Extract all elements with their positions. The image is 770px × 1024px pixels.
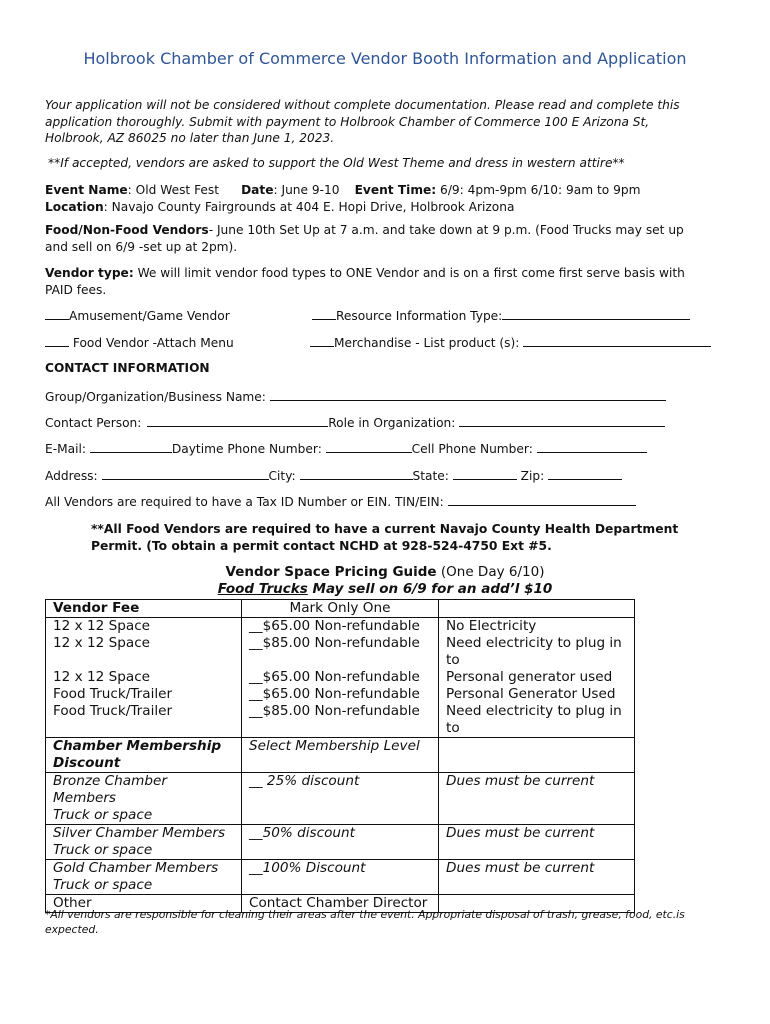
membership-header-row: Chamber Membership Discount Select Membership Level [46, 738, 635, 773]
table-cell: Vendor Fee [46, 600, 242, 618]
option-resource[interactable]: Resource Information Type: [312, 308, 690, 323]
intro-line: Holbrook, AZ 86025 no later than June 1, 2023. [45, 131, 335, 145]
table-row: Gold Chamber Members Truck or space __100% Discount Dues must be current [46, 860, 635, 895]
tin-input[interactable] [448, 494, 636, 506]
pricing-subtitle: Food Trucks May sell on 6/9 for an add’l $10 [217, 581, 553, 597]
vendor-type-label: Vendor type: [45, 266, 134, 280]
group-row: Group/Organization/Business Name: [45, 389, 666, 404]
intro-line: application thoroughly. Submit with payment to Holbrook Chamber of Commerce 100 E Arizona St, [45, 114, 650, 129]
table-row: Food Truck/Trailer __$85.00 Non-refundable Need electricity to plug in to [46, 703, 635, 738]
email-input[interactable] [90, 441, 172, 453]
table-row: 12 x 12 Space __$85.00 Non-refundable Need electricity to plug in to [46, 635, 635, 669]
state-input[interactable] [453, 468, 517, 480]
theme-note: **If accepted, vendors are asked to support the Old West Theme and dress in western attire** [48, 156, 625, 170]
intro-paragraph [45, 97, 680, 147]
table-row: 12 x 12 Space __$65.00 Non-refundable No Electricity [46, 618, 635, 636]
event-time-label: Event Time: [354, 183, 437, 197]
checkbox-blank[interactable] [312, 308, 336, 320]
table-row: 12 x 12 Space __$65.00 Non-refundable Personal generator used [46, 669, 635, 686]
table-row: Silver Chamber Members Truck or space __50% discount Dues must be current [46, 825, 635, 860]
food-vendors-info [45, 222, 684, 255]
contact-person-input[interactable] [147, 415, 328, 427]
contact-person-row: Contact Person: Role in Organization: [45, 415, 665, 430]
contact-heading: CONTACT INFORMATION [45, 361, 210, 375]
fee-option[interactable]: __$85.00 Non-refundable [242, 635, 439, 669]
role-input[interactable] [459, 415, 665, 427]
tax-row: All Vendors are required to have a Tax ID Number or EIN. TIN/EIN: [45, 494, 636, 509]
city-input[interactable] [300, 468, 413, 480]
address-row: Address: City: State: Zip: [45, 468, 622, 483]
option-merchandise[interactable]: Merchandise - List product (s): [310, 335, 711, 350]
discount-option[interactable]: __50% discount [242, 825, 439, 860]
event-name-label: Event Name [45, 183, 128, 197]
vendor-type-text: PAID fees. [45, 282, 107, 297]
event-date-label: Date [241, 183, 274, 197]
discount-option[interactable]: __100% Discount [242, 860, 439, 895]
event-date-value: : June 9-10 [273, 183, 340, 197]
zip-input[interactable] [548, 468, 622, 480]
fee-option[interactable]: __$65.00 Non-refundable [242, 669, 439, 686]
food-vendors-text: - June 10th Set Up at 7 a.m. and take down at 9 p.m. (Food Trucks may set up [208, 223, 684, 237]
table-header-row [46, 600, 635, 618]
page-title: Holbrook Chamber of Commerce Vendor Booth Information and Application [83, 49, 687, 68]
option-amusement[interactable]: Amusement/Game Vendor [45, 308, 230, 323]
table-cell: Mark Only One [242, 600, 439, 618]
event-line [45, 182, 640, 199]
merchandise-input[interactable] [523, 335, 711, 347]
checkbox-blank[interactable] [45, 335, 69, 347]
location-label: Location [45, 199, 104, 214]
cell-phone-input[interactable] [537, 441, 647, 453]
discount-option[interactable]: __ 25% discount [242, 773, 439, 825]
pricing-title: Vendor Space Pricing Guide (One Day 6/10) [225, 564, 545, 580]
footnote: *All vendors are responsible for cleaning their areas after the event. Appropriate disposal of trash, grease, food, etc.is expected. [45, 908, 685, 936]
option-food[interactable]: Food Vendor -Attach Menu [45, 335, 234, 350]
group-name-input[interactable] [270, 389, 666, 401]
table-row: Other Contact Chamber Director [46, 895, 635, 913]
resource-type-input[interactable] [502, 308, 690, 320]
address-input[interactable] [102, 468, 269, 480]
table-cell [439, 600, 635, 618]
event-name-value: : Old West Fest [127, 183, 220, 197]
location-line [45, 199, 640, 216]
checkbox-blank[interactable] [45, 308, 69, 320]
phone-row: E-Mail: Daytime Phone Number: Cell Phone Number: [45, 441, 647, 456]
pricing-table [45, 599, 635, 913]
table-row: Bronze Chamber Members Truck or space __ 25% discount Dues must be current [46, 773, 635, 825]
daytime-phone-input[interactable] [326, 441, 412, 453]
table-row: Food Truck/Trailer __$65.00 Non-refundable Personal Generator Used [46, 686, 635, 703]
health-notice: **All Food Vendors are required to have a current Navajo County Health Department Permit. (To obtain a permit contact NCHD at 928-524-4750 Ext #5. [91, 522, 679, 553]
intro-line: Your application will not be considered without complete documentation. Please read and complete this [45, 98, 680, 112]
vendor-type-text: We will limit vendor food types to ONE Vendor and is on a first come first serve basis with [133, 266, 685, 280]
fee-option[interactable]: __$65.00 Non-refundable [242, 618, 439, 636]
checkbox-blank[interactable] [310, 335, 334, 347]
event-time-value: 6/9: 4pm-9pm 6/10: 9am to 9pm [436, 183, 641, 197]
food-vendors-label: Food/Non-Food Vendors [45, 223, 209, 237]
location-value: : Navajo County Fairgrounds at 404 E. Hopi Drive, Holbrook Arizona [103, 199, 515, 214]
event-details [45, 182, 640, 215]
fee-option[interactable]: __$85.00 Non-refundable [242, 703, 439, 738]
fee-option[interactable]: __$65.00 Non-refundable [242, 686, 439, 703]
vendor-type-info [45, 265, 685, 298]
food-vendors-text: and sell on 6/9 -set up at 2pm). [45, 239, 238, 254]
